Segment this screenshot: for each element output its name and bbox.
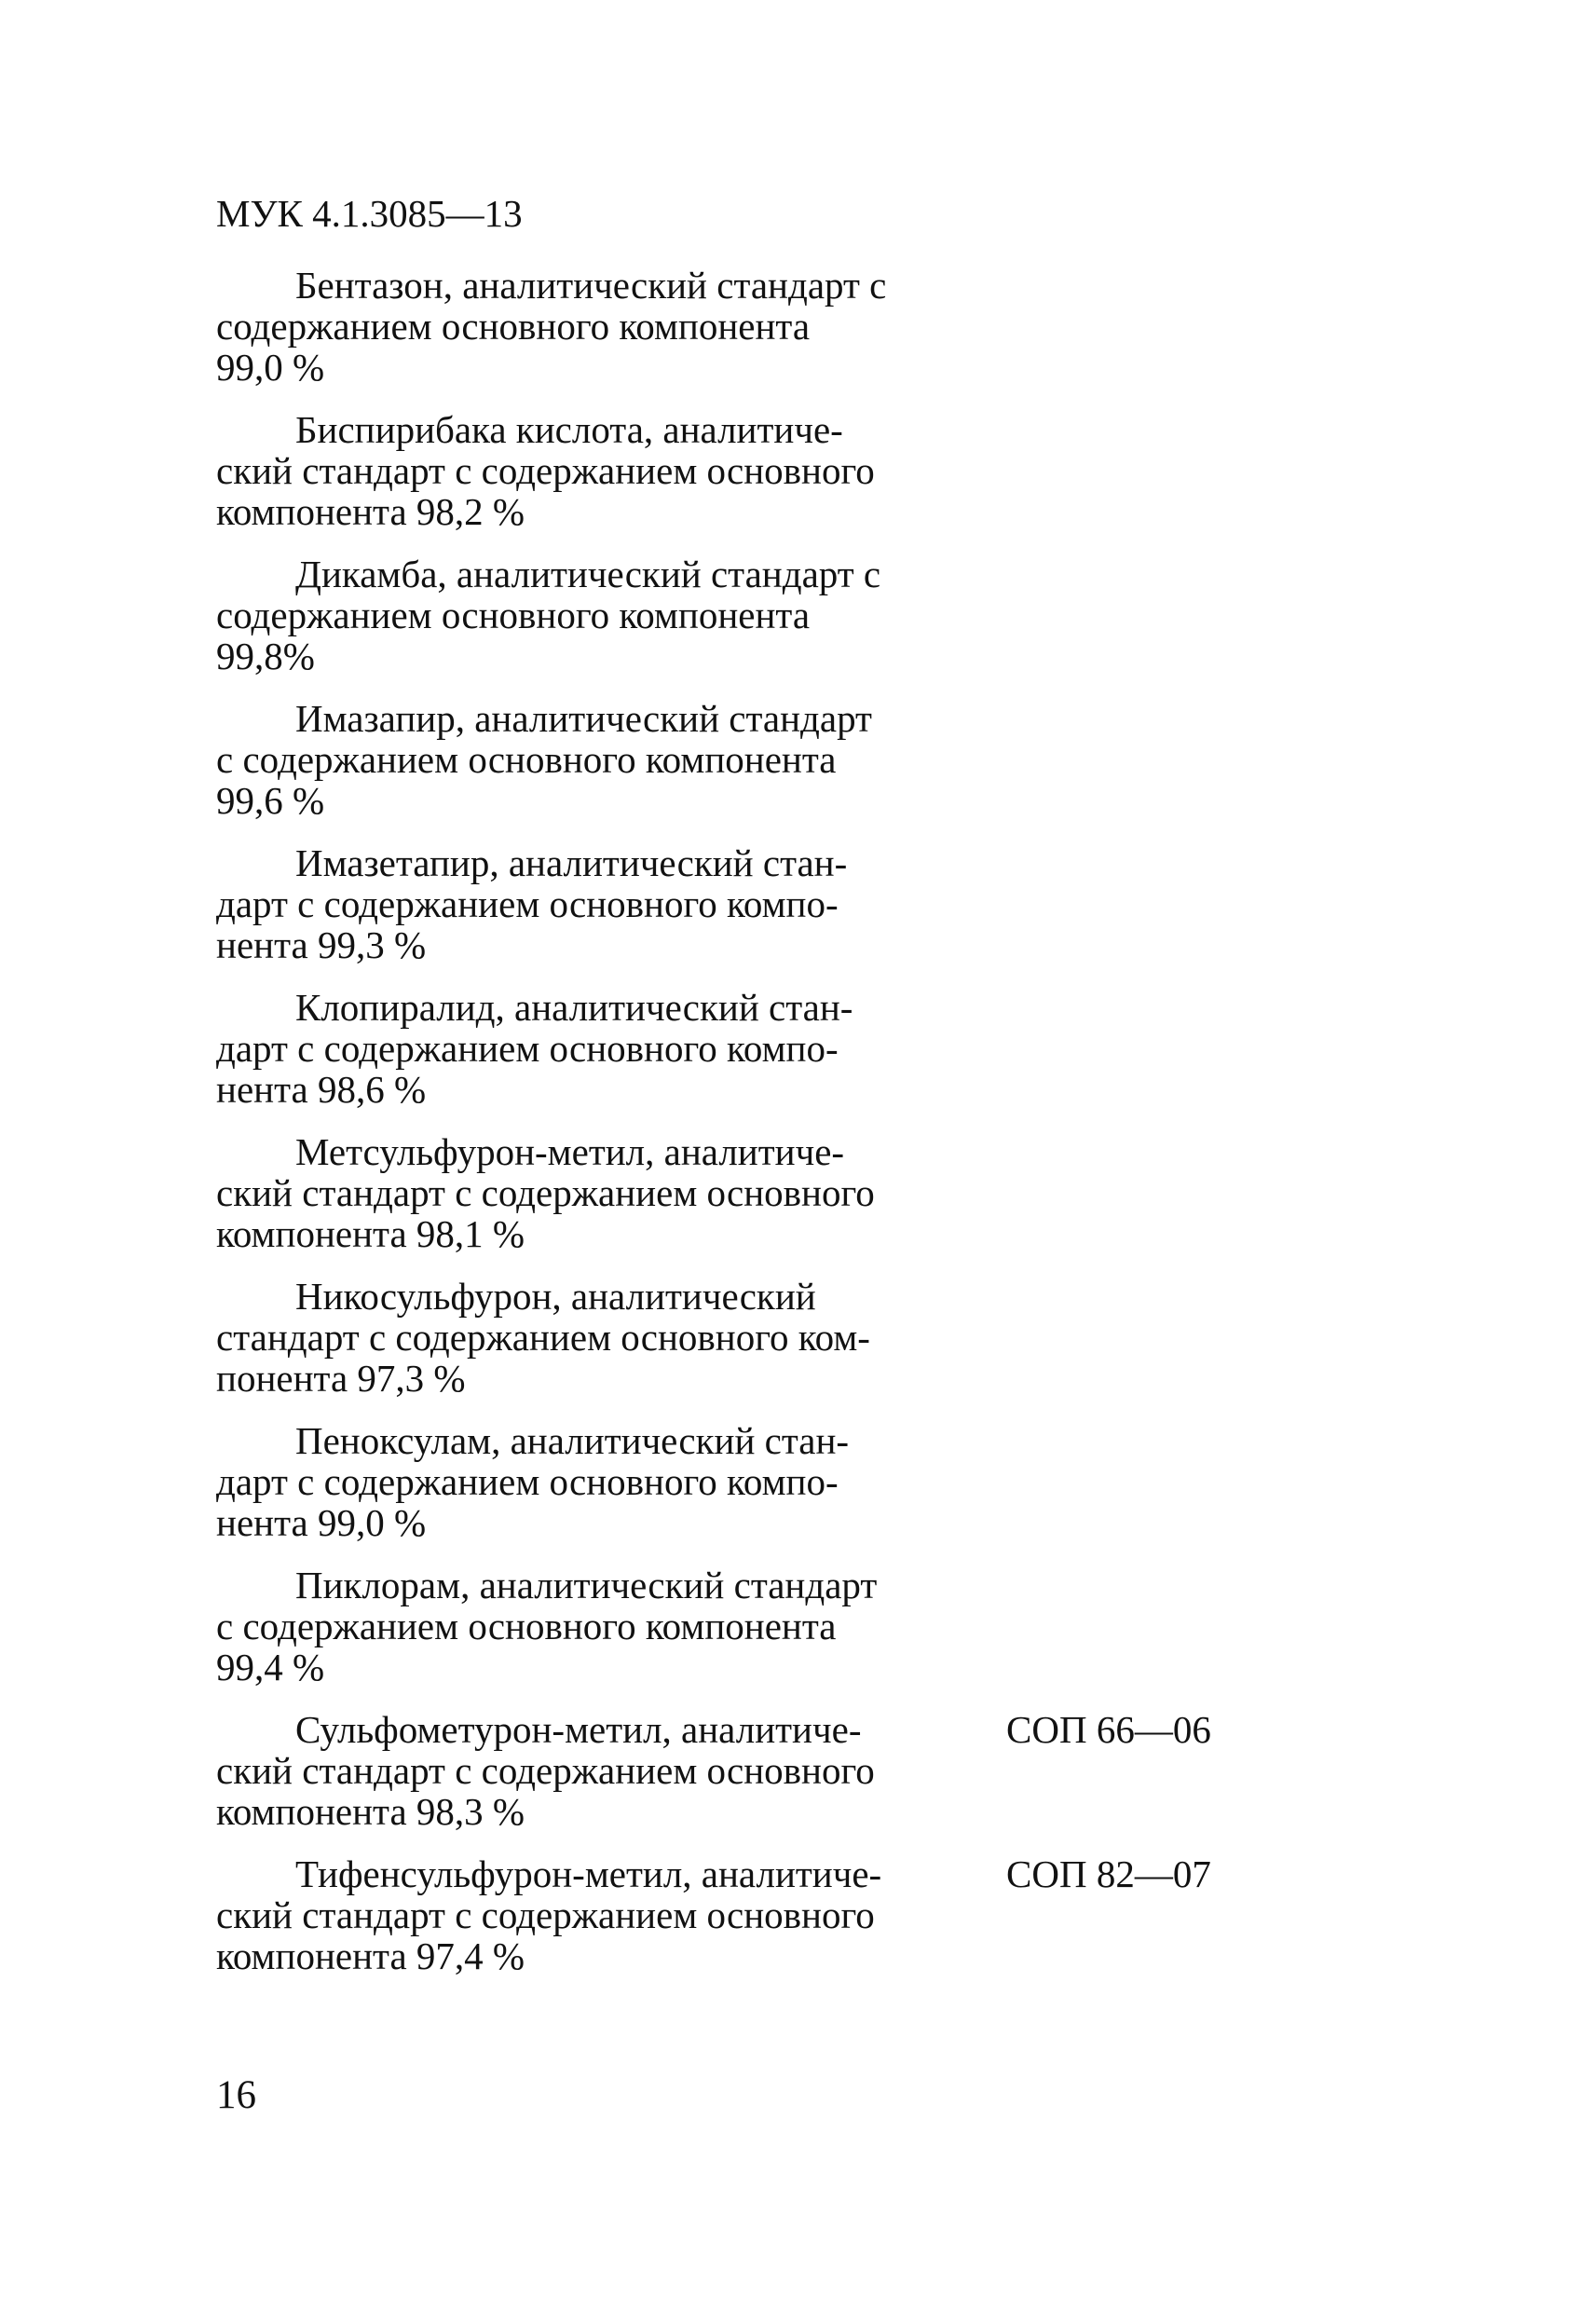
reagent-line: ский стандарт с содержанием основного <box>216 1893 875 1936</box>
document-code: МУК 4.1.3085—13 <box>216 192 523 235</box>
reagent-line: содержанием основного компонента <box>216 594 811 636</box>
reagent-line: 99,6 % <box>216 779 325 822</box>
reagent-line: Сульфометурон-метил, аналитиче- <box>295 1708 862 1751</box>
reagent-description <box>216 1131 962 1254</box>
reagent-line: с содержанием основного компонента <box>216 738 837 781</box>
reagent-line: компонента 98,2 % <box>216 490 525 533</box>
reagent-description <box>216 409 962 532</box>
reagent-entry <box>216 1131 1241 1276</box>
reagent-line: компонента 98,3 % <box>216 1790 525 1833</box>
reagent-line: Пеноксулам, аналитический стан- <box>295 1419 850 1462</box>
reagent-line: содержанием основного компонента <box>216 305 811 348</box>
reagent-line: 99,4 % <box>216 1646 325 1688</box>
reagent-entry <box>216 265 1241 409</box>
reagent-line: ский стандарт с содержанием основного <box>216 449 875 492</box>
reagent-entry <box>216 1565 1241 1709</box>
reagent-description <box>216 1565 962 1688</box>
reagent-entry <box>216 1420 1241 1565</box>
reagent-description <box>216 1420 962 1543</box>
reagent-line: нента 99,0 % <box>216 1501 427 1544</box>
reagent-line: Никосульфурон, аналитический <box>295 1275 816 1318</box>
reagent-description <box>216 554 962 677</box>
reagent-description <box>216 842 962 965</box>
reagent-line: Дикамба, аналитический стандарт с <box>295 553 881 595</box>
reagent-entry <box>216 987 1241 1131</box>
reagent-entry <box>216 409 1241 554</box>
reagent-line: Клопиралид, аналитический стан- <box>295 986 853 1029</box>
reagent-line: нента 98,6 % <box>216 1068 427 1111</box>
reagent-entry <box>216 698 1241 842</box>
reagent-line: Имазапир, аналитический стандарт <box>295 697 872 740</box>
reagent-reference: СОП 82—07 <box>1006 1852 1211 1895</box>
reagent-line: компонента 97,4 % <box>216 1934 525 1977</box>
reagent-line: Биспирибака кислота, аналитиче- <box>295 408 843 451</box>
reagent-reference: СОП 66—06 <box>1006 1708 1211 1751</box>
reagent-entry <box>216 842 1241 987</box>
reagent-line: с содержанием основного компонента <box>216 1605 837 1647</box>
reagent-description <box>216 1709 962 1832</box>
reagent-line: ский стандарт с содержанием основного <box>216 1749 875 1792</box>
reagent-line: Пиклорам, аналитический стандарт <box>295 1564 878 1606</box>
reagent-line: Бентазон, аналитический стандарт с <box>295 264 887 307</box>
reagent-line: стандарт с содержанием основного ком- <box>216 1316 870 1359</box>
reagent-line: дарт с содержанием основного компо- <box>216 1027 839 1070</box>
reagent-line: 99,0 % <box>216 346 325 389</box>
reagent-description <box>216 265 962 388</box>
page-number: 16 <box>216 2073 256 2117</box>
reagent-description <box>216 987 962 1110</box>
reagent-line: Метсульфурон-метил, аналитиче- <box>295 1130 845 1173</box>
reagent-entry <box>216 1276 1241 1420</box>
reagent-line: ский стандарт с содержанием основного <box>216 1171 875 1214</box>
reagent-line: дарт с содержанием основного компо- <box>216 882 839 925</box>
reagent-line: дарт с содержанием основного компо- <box>216 1460 839 1503</box>
reagent-line: Тифенсульфурон-метил, аналитиче- <box>295 1852 882 1895</box>
reagent-entry <box>216 554 1241 698</box>
reagent-line: Имазетапир, аналитический стан- <box>295 841 848 884</box>
reagent-line: 99,8% <box>216 635 315 677</box>
reagent-line: понента 97,3 % <box>216 1357 466 1400</box>
reagent-description <box>216 1853 962 1976</box>
reagent-description <box>216 698 962 821</box>
reagent-entry <box>216 1709 1241 1853</box>
reagent-description <box>216 1276 962 1399</box>
reagent-line: компонента 98,1 % <box>216 1212 525 1255</box>
reagent-list <box>216 265 1241 1998</box>
reagent-entry <box>216 1853 1241 1998</box>
reagent-line: нента 99,3 % <box>216 923 427 966</box>
